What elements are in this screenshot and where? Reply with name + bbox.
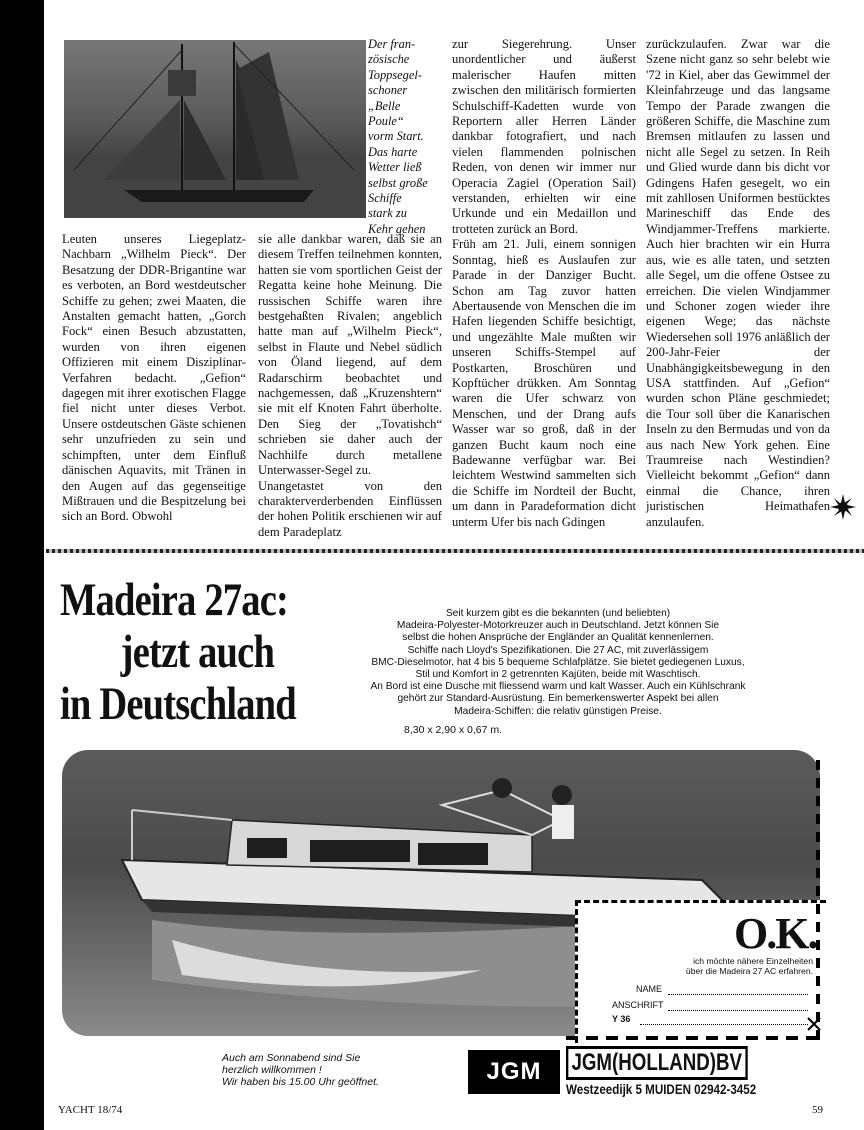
page-number: 59 [812,1104,823,1116]
coupon-cut-line-right [816,760,820,1040]
schooner-photo [64,40,366,218]
coupon-cut-line-bottom [566,1036,816,1040]
boat-dimensions: 8,30 x 2,90 x 0,67 m. [404,724,503,736]
coupon-ok: O.K. [734,909,817,958]
jgm-logo: JGM [468,1050,560,1094]
end-mark-icon [830,494,856,520]
headline-line-2: jetzt auch [120,626,275,678]
coupon-text: ich möchte nähere Einzelheiten über die Madeira 27 AC erfahren. [685,956,813,976]
address-field[interactable] [668,1002,808,1011]
photo-caption: Der fran- zösische Toppsegel- schoner „Belle Poule“ vorm Start. Das harte Wetter ließ selbst große Schiffe stark zu Kehr gehen [368,37,428,236]
address-field-line-2[interactable] [640,1016,808,1025]
name-field[interactable] [668,986,808,995]
magazine-issue: YACHT 18/74 [58,1104,123,1116]
company-block [566,1046,799,1097]
opening-hours-note: Auch am Sonnabend sind Sie herzlich willkommen ! Wir haben bis 15.00 Uhr geöffnet. [222,1052,379,1088]
address-label: ANSCHRIFT [612,1000,664,1010]
company-name: JGM(HOLLAND)BV [566,1046,747,1080]
left-edge-bar [0,0,44,1130]
schooner-silhouette [64,40,366,218]
article-column-2: sie alle dankbar waren, daß sie an diesem Treffen teilnehmen konnten, hatten sie vom sportlichen Geist der Regatta keine hohe Meinung. Die russischen Schiffe waren ihre bestgehaßten Rivalen; angeblich hatte man auf „Wilhelm Pieck“, selbst in Flaute und Nebel südlich von Öland liegend, auf dem Radarschirm beobachtet und nachgemessen, daß „Kruzenshtern“ sie mit elf Knoten Fahrt überholte. Den Sieg der „Tovatishch“ schrieben sie daher auch der Nachhilfe durch metallene Unterwasser-Segel zu. Unangetastet von den charakterverderbenden Einflüssen der hohen Politik erschienen wir auf dem Paradeplatz [258,232,442,539]
coupon-code: Y 36 [612,1014,631,1024]
article-column-4: zurückzulaufen. Zwar war die Szene nicht ganz so sehr belebt wie '72 in Kiel, aber das Gewimmel der Kleinfahrzeuge und das langsame Tempo der Parade zwangen die größeren Schiffe, die Maschine zum Bremsen mitlaufen zu lassen und nicht alle Segel zu setzen. In Reih und Glied wurde dann bis dicht vor Gdingens Hafen gesegelt, wo ein mit zahllosen Uniformen bestücktes Marineschiff das Ende des Windjammer-Treffens markierte. Auch hier brachten wir ein Hurra aus, wie es alle taten, und setzten alle Segel, um die offene Ostsee zu erreichen. Die vielen Windjammer und Schoner zogen wieder ihre eigenen Wege; das nächste Wiedersehen soll 1976 anläßlich der 200-Jahr-Feier der Unabhängigkeitsbewegung in den USA stattfinden. Auf „Gefion“ wurden schon Pläne geschmiedet; die Tour soll über die Kanarischen Inseln zu den Bermudas und von da aus nach New York gehen. Eine Traumreise nach Westindien? Vielleicht bekommt „Gefion“ dann einmal die Chance, ihren juristischen Heimathafen anzulaufen. [646,37,830,529]
ad-body-text: Seit kurzem gibt es die bekannten (und beliebten) Madeira-Polyester-Motorkreuzer auch in Deutschland. Jetzt können Sie selbst die hohen Ansprüche der Engländer an Qualität kennenlernen. Schiffe nach Lloyd's Spezifikationen. Die 27 AC, mit zuverlässigem BMC-Dieselmotor, hat 4 bis 5 bequeme Schlafplätze. Sie bietet gediegenen Luxus, Stil und Komfort in 2 getrennten Kajüten, beide mit Waschtisch. An Bord ist eine Dusche mit fliessend warm und kalt Wasser. Auch ein Kühlschrank gehört zur Standard-Ausrüstung. Ein bemerkenswerter Aspekt bei allen Madeira-Schiffen: die relativ günstigen Preise. [370,608,746,717]
scissors-icon [806,1016,822,1032]
article-column-3: zur Siegerehrung. Unser unordentlicher und äußerst malerischer Haufen mitten zwischen den militärisch formierten Schulschiff-Kadetten wurde von Reportern aller Herren Länder dankbar fotografiert, und nach vielen flammenden polnischen Reden, von denen wir immer nur Operacia Zagiel (Operation Sail) verstanden, erhielten wir eine Urkunde und ein Medaillon und trotteten zurück an Bord. Früh am 21. Juli, einem sonnigen Sonntag, hieß es Auslaufen zur Parade in der Danziger Bucht. Schon am Tag zuvor hatten Abertausende von Menschen die im Hafen liegenden Schiffe besichtigt, und ungezählte Male mußten wir unseren Schiffs-Stempel auf Postkarten, Broschüren und Kopftücher drükken. Am Sonntag waren die Ufer schwarz von Menschen, und der Drang aufs Wasser war so groß, daß in der ganzen Bucht kaum noch eine Badewanne verfügbar war. Bei leichtem Westwind sammelten sich die Schiffe im Nordteil der Bucht, um dann in Paradeformation dicht unterm Ufer bis nach Gdingen [452,37,636,529]
ad-headline [60,574,296,730]
name-label: NAME [636,984,663,994]
headline-line-3: in Deutschland [60,678,296,730]
company-address: Westzeedijk 5 MUIDEN 02942-3452 [566,1082,757,1097]
headline-line-1: Madeira 27ac: [60,574,288,626]
article-column-1: Leuten unseres Liegeplatz-Nachbarn „Wilhelm Pieck“. Der Besatzung der DDR-Brigantine war es verboten, an Bord westdeutscher Schiffe zu gehen; zwei Maaten, die Anstalten gemacht hatten, „Gorch Fock“ einen Besuch abzustatten, wurden von ihren eigenen Offizieren mit einem Disziplinar-Verfahren bedacht. „Gefion“ dagegen mit ihrer exotischen Flagge fiel nicht unter dieses Verbot. Unsere ostdeutschen Gäste schienen sehr unzufrieden zu sein und schimpften, unter dem Einfluß dänischen Aquavits, mit Tränen in den Augen auf das gegenseitige Mißtrauen und die Bespitzelung bei sich an Bord. Obwohl [62,232,246,524]
section-divider [46,549,864,553]
